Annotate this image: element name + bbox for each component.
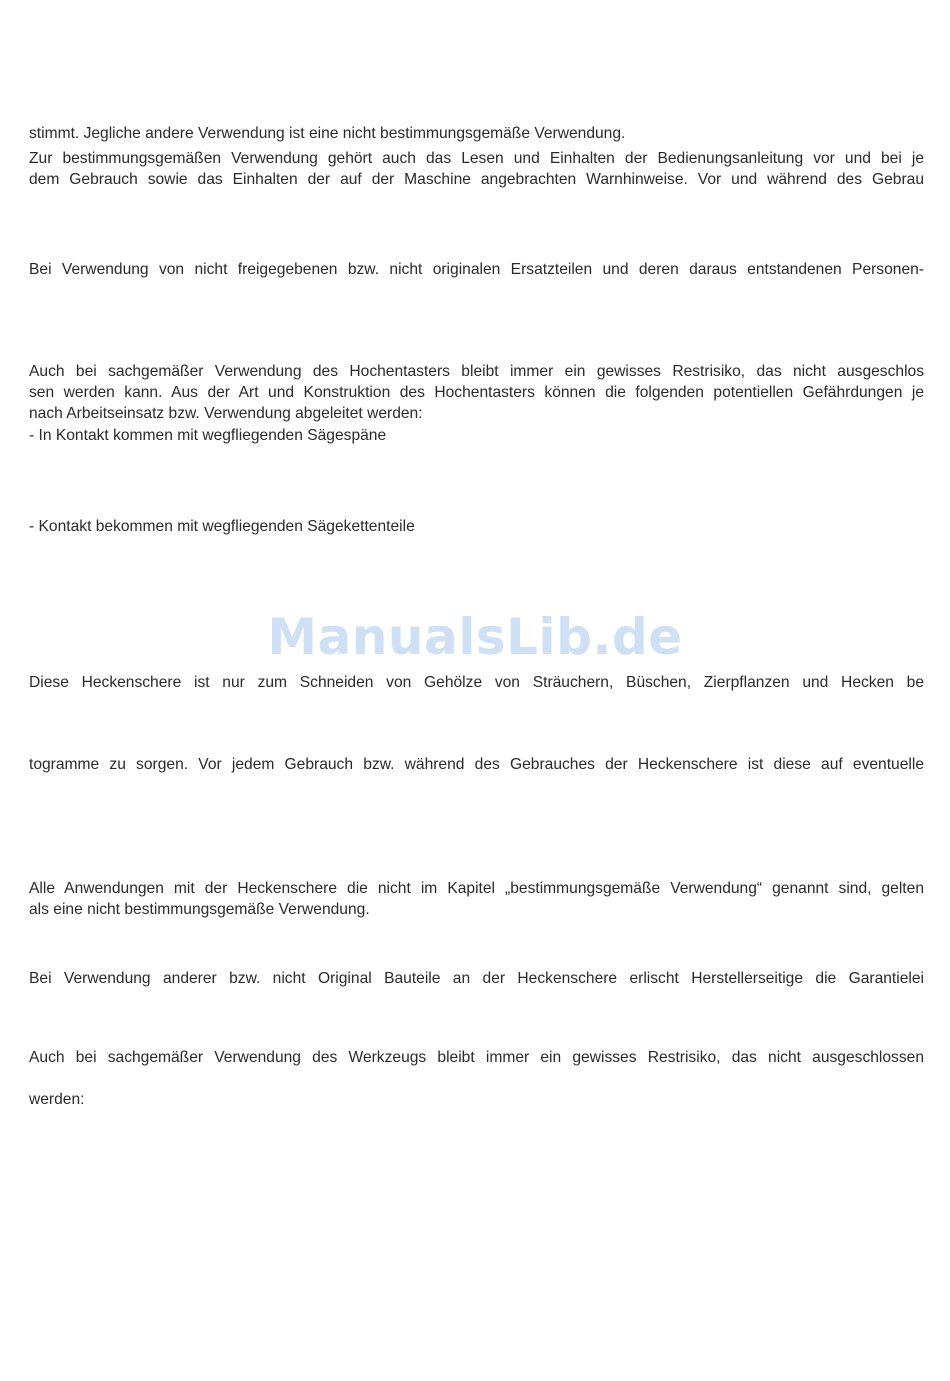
text-line: als eine nicht bestimmungsgemäße Verwendung.: [29, 901, 370, 918]
text-line: Auch bei sachgemäßer Verwendung des Werkzeugs bleibt immer ein gewisses Restrisiko, das nicht ausgeschlossen: [29, 1049, 924, 1066]
text-line: nach Arbeitseinsatz bzw. Verwendung abgeleitet werden:: [29, 405, 423, 422]
watermark: ManualsLib.de: [267, 608, 683, 666]
text-line: Diese Heckenschere ist nur zum Schneiden von Gehölze von Sträuchern, Büschen, Zierpflanzen und Hecken be: [29, 674, 924, 691]
text-line: werden:: [29, 1091, 85, 1108]
list-item: - Kontakt bekommen mit wegfliegenden Sägekettenteile: [29, 518, 415, 535]
text-line: sen werden kann. Aus der Art und Konstruktion des Hochentasters können die folgenden potentiellen Gefährdungen je: [29, 384, 924, 401]
text-line: Bei Verwendung von nicht freigegebenen bzw. nicht originalen Ersatzteilen und deren daraus entstandenen Personen-: [29, 261, 924, 278]
text-line: Auch bei sachgemäßer Verwendung des Hochentasters bleibt immer ein gewisses Restrisiko, das nicht ausgeschlos: [29, 363, 924, 380]
list-item: - In Kontakt kommen mit wegfliegenden Sägespäne: [29, 427, 387, 444]
text-line: Bei Verwendung anderer bzw. nicht Original Bauteile an der Heckenschere erlischt Herstellerseitige die Garantielei: [29, 970, 924, 987]
text-line: Zur bestimmungsgemäßen Verwendung gehört auch das Lesen und Einhalten der Bedienungsanleitung vor und bei je: [29, 150, 924, 167]
text-line: dem Gebrauch sowie das Einhalten der auf der Maschine angebrachten Warnhinweise. Vor und während des Gebrau: [29, 171, 924, 188]
text-line: togramme zu sorgen. Vor jedem Gebrauch bzw. während des Gebrauches der Heckenschere ist diese auf eventuelle: [29, 756, 924, 773]
text-line: stimmt. Jegliche andere Verwendung ist eine nicht bestimmungsgemäße Verwendung.: [29, 125, 626, 142]
text-line: Alle Anwendungen mit der Heckenschere die nicht im Kapitel „bestimmungsgemäße Verwendung“ genannt sind, gelten: [29, 880, 924, 897]
